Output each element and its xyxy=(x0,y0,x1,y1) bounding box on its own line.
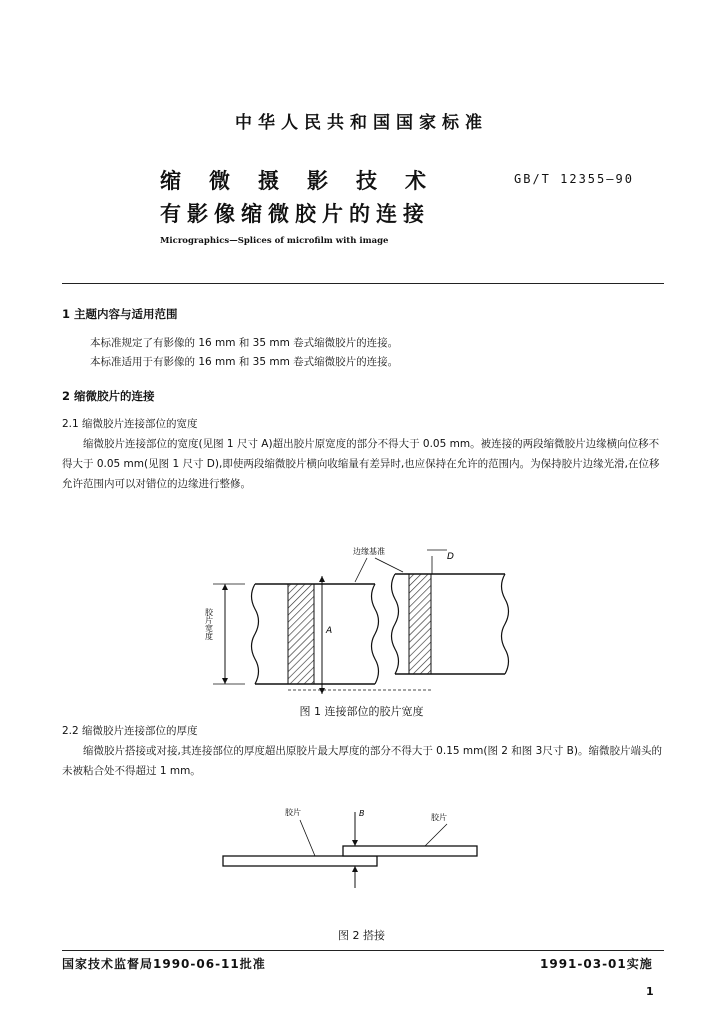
right-splice-hatch xyxy=(409,574,431,674)
figure-2-caption: 图 2 搭接 xyxy=(338,929,385,942)
edge-reference-label: 边缘基准 xyxy=(353,547,385,556)
film-label-left: 胶片 xyxy=(285,808,301,817)
figure-2-diagram xyxy=(215,800,485,895)
section-1-paragraph-1: 本标准规定了有影像的 16 mm 和 35 mm 卷式缩微胶片的连接。 xyxy=(90,337,399,349)
film-width-label: 胶片宽度 xyxy=(204,608,214,640)
title-divider xyxy=(62,283,664,284)
footer-divider xyxy=(62,950,664,951)
title-line-2: 有影像缩微胶片的连接 xyxy=(160,202,430,226)
section-2-1-text: 缩微胶片连接部位的宽度(见图 1 尺寸 A)超出胶片原宽度的部分不得大于 0.05 mm。被连接的两段缩微胶片边缘横向位移不得大于 0.05 mm(见图 1 尺寸 D),即使两段缩微胶片横向收缩量有差异时,也应保持在允许的范围内。为保持胶片边缘光滑,在位移允许范围内可以对错位的边缘进行整修。 xyxy=(62,438,660,490)
film-left-segment xyxy=(252,584,379,684)
section-2-2-heading: 2.2 缩微胶片连接部位的厚度 xyxy=(62,725,198,737)
section-2-1-heading: 2.1 缩微胶片连接部位的宽度 xyxy=(62,418,198,430)
lower-film-strip xyxy=(223,856,377,866)
approval-date: 国家技术监督局1990-06-11批准 xyxy=(62,957,266,971)
section-2-2-text: 缩微胶片搭接或对接,其连接部位的厚度超出原胶片最大厚度的部分不得大于 0.15 mm(图 2 和图 3尺寸 B)。缩微胶片端头的未被粘合处不得超过 1 mm。 xyxy=(62,745,662,777)
standard-number: GB/T 12355—90 xyxy=(514,172,634,186)
section-1-paragraph-2: 本标准适用于有影像的 16 mm 和 35 mm 卷式缩微胶片的连接。 xyxy=(90,356,399,368)
dimension-a-label: A xyxy=(326,626,333,636)
dimension-b-label: B xyxy=(359,809,365,818)
dimension-d-label: D xyxy=(447,552,454,562)
figure-1-diagram xyxy=(195,538,525,703)
upper-film-strip xyxy=(343,846,477,856)
film-label-right: 胶片 xyxy=(431,813,447,822)
english-title: Micrographics—Splices of microfilm with image xyxy=(160,236,389,246)
national-standard-header: 中华人民共和国国家标准 xyxy=(235,113,488,133)
figure-1-caption: 图 1 连接部位的胶片宽度 xyxy=(299,705,424,718)
title-line-1: 缩微摄影技术 xyxy=(160,169,454,193)
left-splice-hatch xyxy=(288,584,314,684)
section-1-heading: 1 主题内容与适用范围 xyxy=(62,307,178,321)
section-2-heading: 2 缩微胶片的连接 xyxy=(62,389,155,403)
page-number: 1 xyxy=(646,985,654,998)
implementation-date: 1991-03-01实施 xyxy=(540,957,653,971)
